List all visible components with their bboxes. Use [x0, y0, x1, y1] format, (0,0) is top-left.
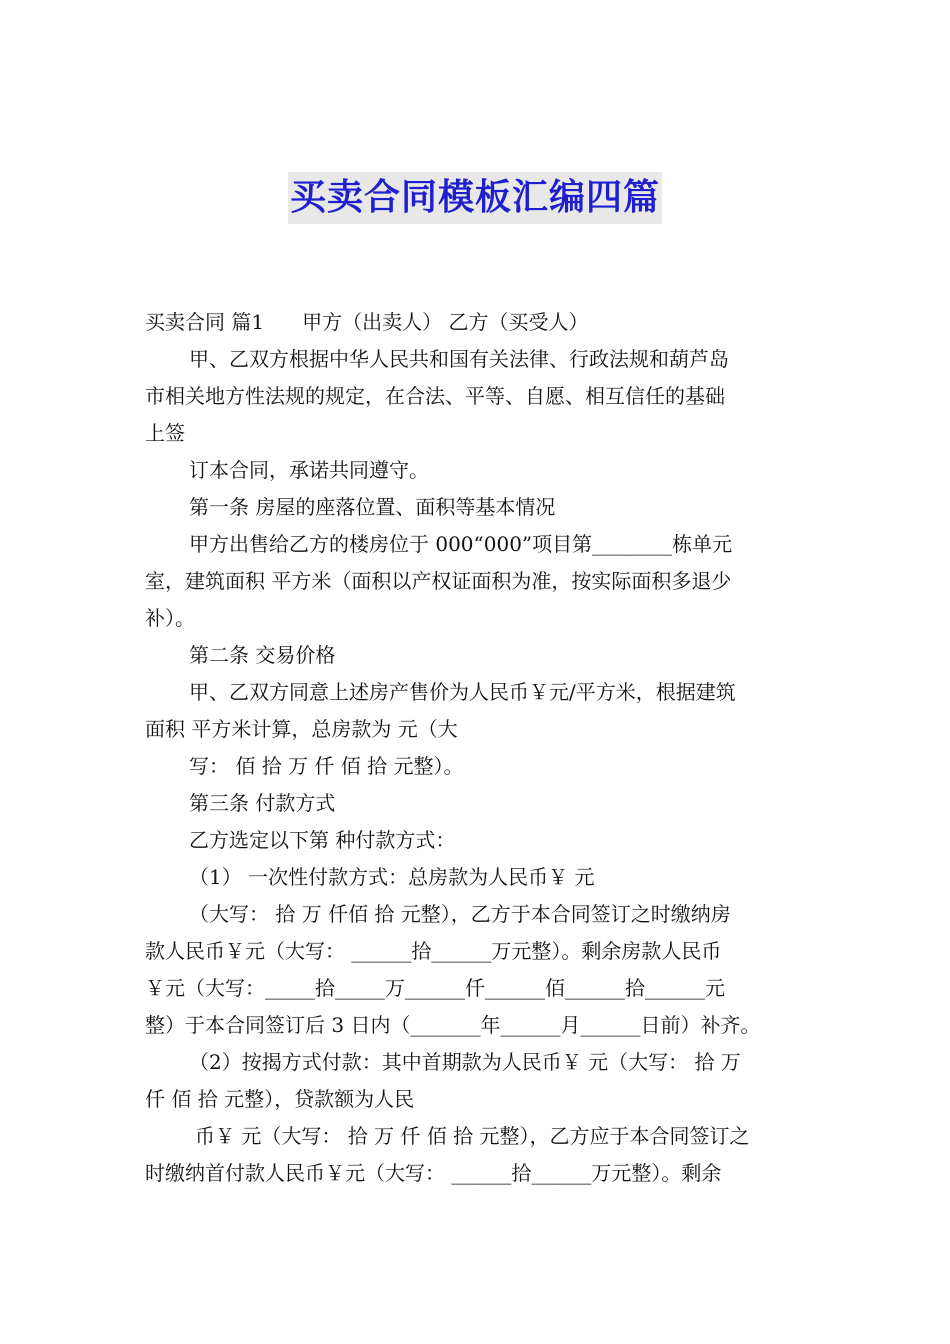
heading-line: [145, 304, 807, 341]
article-heading: 第二条 交易价格: [189, 643, 336, 667]
article-heading: 第三条 付款方式: [189, 791, 336, 815]
document-title: 买卖合同模板汇编四篇: [288, 172, 662, 224]
party-a-label: 甲方（出卖人）: [302, 310, 443, 334]
paragraph-line: （1） 一次性付款方式：总房款为人民币￥ 元: [189, 865, 595, 889]
paragraph-line: 市相关地方性法规的规定，在合法、平等、自愿、相互信任的基础: [145, 384, 725, 408]
paragraph-line: 款人民币￥元（大写： ______拾______万元整）。剩余房款人民币: [145, 939, 722, 963]
paragraph-line: 乙方选定以下第 种付款方式：: [189, 828, 456, 852]
paragraph-line: 甲、乙双方同意上述房产售价为人民币￥元/平方米，根据建筑: [189, 680, 736, 704]
document-title-wrapper: [0, 172, 950, 224]
paragraph-line: 整）于本合同签订后 3 日内（_______年______月______日前）补齐。: [145, 1013, 761, 1037]
paragraph-line: 面积 平方米计算，总房款为 元（大: [145, 717, 458, 741]
paragraph-line: 甲、乙双方根据中华人民共和国有关法律、行政法规和葫芦岛: [189, 347, 729, 371]
paragraph-line: （2）按揭方式付款：其中首期款为人民币￥ 元（大写： 拾 万: [189, 1050, 741, 1074]
paragraph-line: ￥元（大写：_____拾_____万______仟______佰______拾______元: [145, 976, 725, 1000]
paragraph-line: 币￥ 元（大写： 拾 万 仟 佰 拾 元整），乙方应于本合同签订之: [195, 1124, 750, 1148]
paragraph-line: 甲方出售给乙方的楼房位于 000“000”项目第________栋单元: [189, 532, 733, 556]
contract-label: 买卖合同 篇1: [145, 310, 265, 334]
paragraph-line: 时缴纳首付款人民币￥元（大写： ______拾______万元整）。剩余: [145, 1161, 722, 1185]
document-body: [145, 304, 807, 1192]
paragraph-line: 写： 佰 拾 万 仟 佰 拾 元整）。: [189, 754, 464, 778]
paragraph-line: 补）。: [145, 606, 195, 630]
paragraph-line: 订本合同，承诺共同遵守。: [189, 458, 429, 482]
paragraph-line: （大写： 拾 万 仟佰 拾 元整），乙方于本合同签订之时缴纳房: [189, 902, 731, 926]
party-b-label: 乙方（买受人）: [448, 310, 589, 334]
paragraph-line: 仟 佰 拾 元整），贷款额为人民: [145, 1087, 415, 1111]
paragraph-line: 室，建筑面积 平方米（面积以产权证面积为准，按实际面积多退少: [145, 569, 732, 593]
paragraph-line: 上签: [145, 421, 185, 445]
article-heading: 第一条 房屋的座落位置、面积等基本情况: [189, 495, 556, 519]
